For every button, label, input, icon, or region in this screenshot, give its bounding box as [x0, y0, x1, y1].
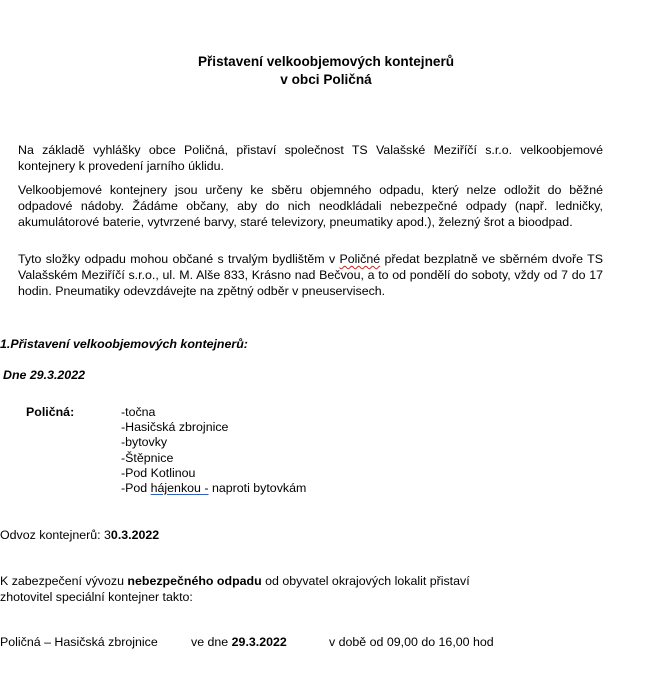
location-list: [121, 405, 306, 496]
intro-paragraph-3: [18, 251, 603, 299]
village-name-spellcheck: Poličné: [339, 252, 381, 266]
location-item: -Pod Kotlinou: [121, 465, 196, 480]
schedule-time: v době od 09,00 do 16,00 hod: [329, 635, 494, 649]
hazard-line-1: [0, 574, 470, 588]
location-item: -Štěpnice: [121, 450, 174, 465]
document-title-line-1: Přistavení velkoobjemových kontejnerů: [197, 54, 455, 69]
intro-paragraph-1: Na základě vyhlášky obce Poličná, přistaví společnost TS Valašské Meziříčí s.r.o. velkoobjemové kontejnery k provedení jarního úklidu.: [18, 143, 603, 173]
removal-date-first-digit: 3: [104, 528, 111, 542]
location-item: -bytovky: [121, 435, 168, 450]
location-item-prefix: -Pod: [121, 481, 151, 496]
schedule-date-value: 29.3.2022: [231, 635, 287, 649]
schedule-date: [191, 635, 287, 649]
removal-line: [0, 528, 159, 542]
intro-paragraph-3-start: Tyto složky odpadu mohou občané s trvalým bydlištěm v: [18, 252, 340, 266]
section-heading: 1.Přistavení velkoobjemových kontejnerů:: [0, 337, 248, 351]
location-item: [121, 481, 306, 496]
village-label: Poličná:: [26, 405, 75, 419]
removal-date-rest: 0.3.2022: [110, 528, 160, 542]
schedule-date-label: ve dne: [191, 635, 232, 649]
location-item: -točna: [121, 405, 156, 419]
hazard-text-end: od obyvatel okrajových lokalit přistaví: [261, 574, 470, 588]
hazard-line-2: zhotovitel speciální kontejner takto:: [0, 590, 193, 604]
schedule-place: Poličná – Hasičská zbrojnice: [0, 635, 158, 649]
hazard-text-start: K zabezpečení vývozu: [0, 574, 128, 588]
hazard-emphasis: nebezpečného odpadu: [127, 574, 262, 588]
intro-paragraph-3-end: předat bezplatně ve sběrném dvoře TS Valašském Meziříčí s.r.o., ul. M. Alše 833, Krásno nad Bečvou, a to od pondělí do soboty, vždy od 7 do 17 hodin. Pneumatiky odevzdávejte na zpětný odběr v pneuservisech.: [18, 252, 603, 298]
intro-paragraph-2: Velkoobjemové kontejnery jsou určeny ke sběru objemného odpadu, který nelze odložit do běžné odpadové nádoby. Žádáme občany, aby do nich neodkládali nebezpečné odpady (např. ledničky, akumulátorové baterie, vytvrzené barvy, staré televizory, pneumatiky apod.), železný šrot a bioodpad.: [18, 183, 603, 229]
placement-date: Dne 29.3.2022: [3, 368, 85, 382]
location-item: -Hasičská zbrojnice: [121, 420, 229, 435]
location-item-suffix: naproti bytovkám: [208, 481, 307, 496]
removal-label: Odvoz kontejnerů:: [0, 528, 105, 542]
location-item-underlined: hájenkou -: [150, 481, 209, 496]
document-title-line-2: v obci Poličná: [280, 72, 372, 87]
